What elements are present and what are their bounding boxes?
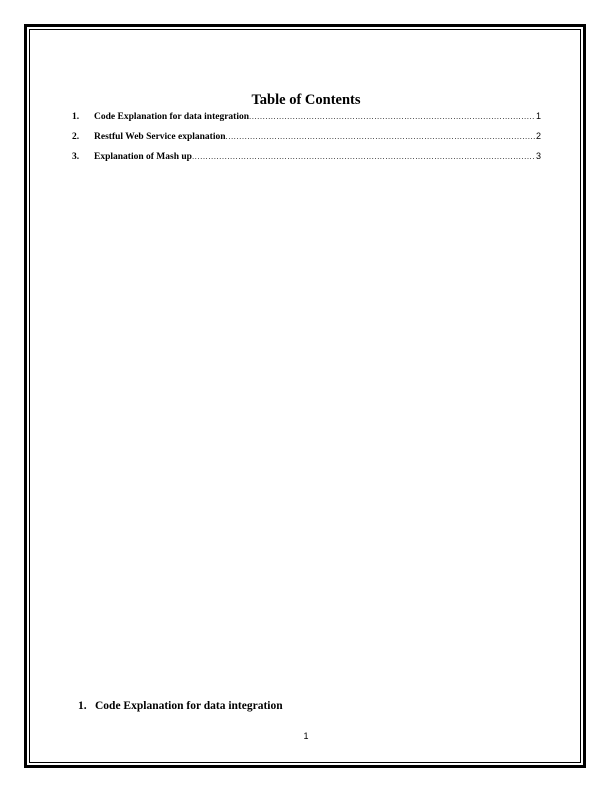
toc-entry[interactable]	[72, 110, 541, 130]
toc-leader-dots	[192, 151, 535, 163]
section-heading	[78, 699, 283, 713]
toc-entry-text[interactable]: Restful Web Service explanation	[94, 132, 226, 142]
toc-entry[interactable]	[72, 130, 541, 150]
toc-leader-dots	[249, 111, 535, 123]
toc-list	[72, 110, 541, 170]
toc-entry-page: 2	[535, 131, 541, 141]
section-title: Code Explanation for data integration	[95, 700, 283, 712]
toc-entry-page: 3	[535, 151, 541, 161]
section-number: 1.	[78, 700, 87, 712]
page-number: 1	[303, 731, 309, 741]
toc-entry-number: 1.	[72, 112, 80, 122]
toc-title: Table of Contents	[251, 92, 361, 108]
toc-entry-text[interactable]: Explanation of Mash up	[94, 152, 192, 162]
toc-entry[interactable]	[72, 150, 541, 170]
toc-entry-page: 1	[535, 111, 541, 121]
toc-entry-text[interactable]: Code Explanation for data integration	[94, 112, 250, 122]
toc-entry-number: 2.	[72, 132, 80, 142]
toc-leader-dots	[226, 131, 535, 143]
toc-entry-number: 3.	[72, 152, 80, 162]
